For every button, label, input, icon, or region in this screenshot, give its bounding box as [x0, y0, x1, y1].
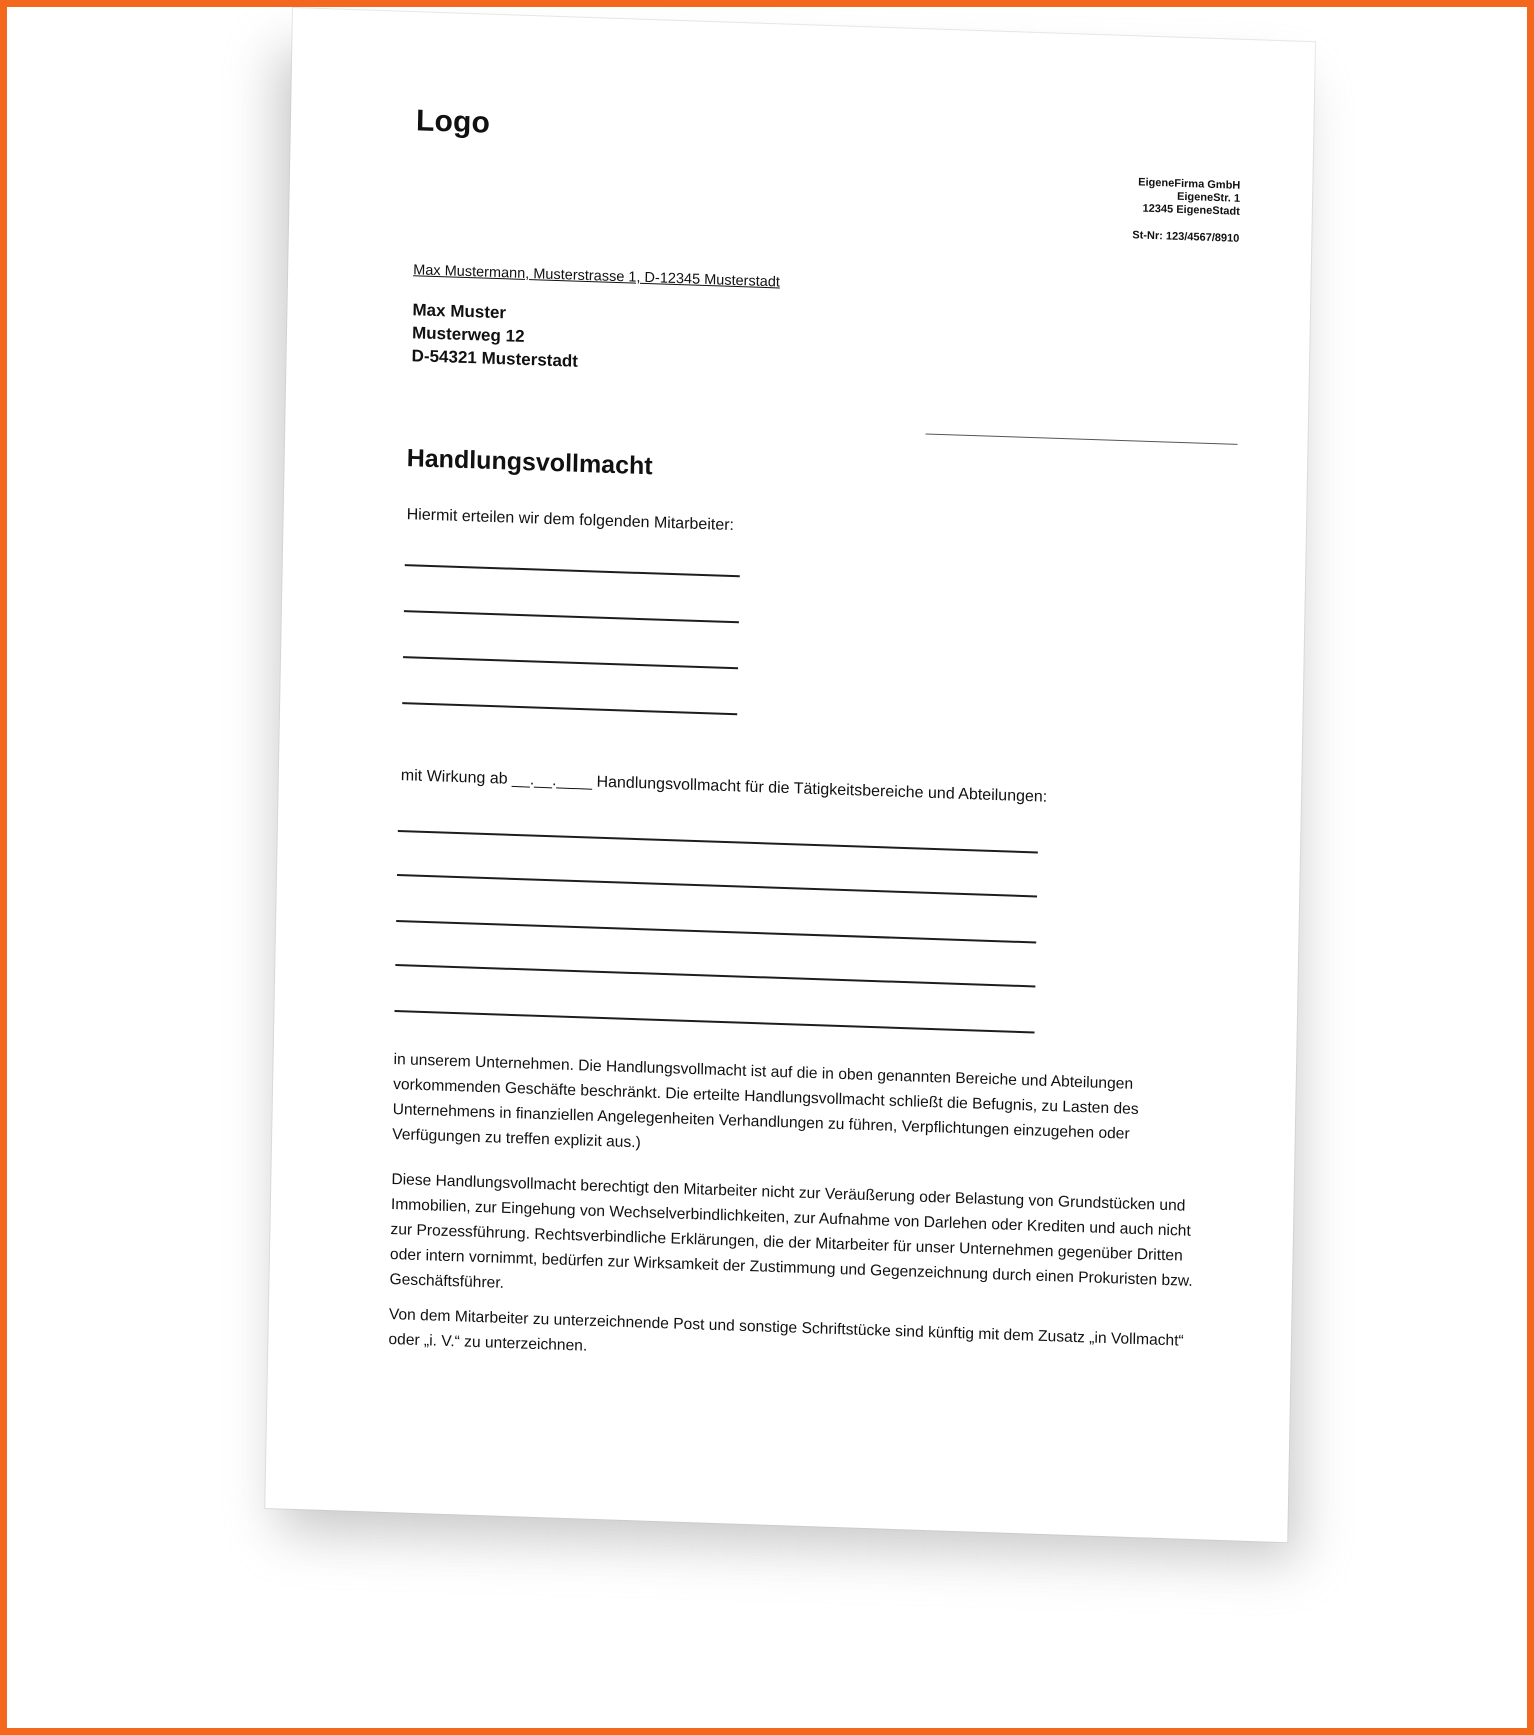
body-paragraph-3: Von dem Mitarbeiter zu unterzeichnende Post und sonstige Schriftstücke sind künftig mit dem Zusatz „in Vollmacht“ oder „i. V.“ zu unterzeichnen.	[388, 1306, 1184, 1355]
recipient-address-block	[411, 298, 579, 373]
document-title: Handlungsvollmacht	[406, 444, 653, 481]
employee-fill-line[interactable]	[404, 610, 739, 623]
date-line-rule	[926, 433, 1238, 444]
sender-return-address: Max Mustermann, Musterstrasse 1, D-12345 Musterstadt	[413, 262, 781, 291]
employee-fill-line[interactable]	[402, 702, 737, 715]
recipient-name: Max Muster	[412, 300, 507, 323]
area-fill-line[interactable]	[398, 830, 1038, 853]
paper-content	[265, 8, 1315, 1542]
company-tax-number: St-Nr: 123/4567/8910	[1132, 229, 1240, 245]
body-paragraph-1: in unserem Unternehmen. Die Handlungsvollmacht ist auf die in oben genannten Bereiche und Abteilungen vorkommenden Geschäfte beschränkt. Die erteilte Handlungsvollmacht schließt die Befugnis, zu Lasten des Unternehmens in finanziellen Angelegenheiten Verhandlungen zu führen, Verpflichtungen einzugehen oder Verfügungen zu treffen explizit aus.)	[392, 1051, 1139, 1152]
company-address-block	[1029, 173, 1240, 246]
intro-text: Hiermit erteilen wir dem folgenden Mitarbeiter:	[406, 506, 735, 535]
recipient-street: Musterweg 12	[411, 323, 525, 346]
company-street: EigeneStr. 1	[1176, 190, 1241, 205]
company-name: EigeneFirma GmbH	[1138, 176, 1241, 192]
employee-fill-line[interactable]	[403, 656, 738, 669]
area-fill-line[interactable]	[395, 1010, 1035, 1033]
recipient-city: D-54321 Musterstadt	[411, 346, 579, 371]
body-paragraph-2: Diese Handlungsvollmacht berechtigt den Mitarbeiter nicht zur Veräußerung oder Belastung von Grundstücken und Immobilien, zur Eingehung von Wechselverbindlichkeiten, zur Aufnahme von Darlehen oder Krediten und auch nicht zur Prozessführung. Rechtsverbindliche Erklärungen, die der Mitarbeiter für unser Unternehmen gegenüber Dritten oder intern vornimmt, bedürfen zur Wirksamkeit der Zustimmung und Gegenzeichnung durch einen Prokuristen bzw. Geschäftsführer.	[389, 1171, 1193, 1292]
area-fill-line[interactable]	[397, 874, 1037, 897]
document-paper	[265, 8, 1315, 1542]
company-city: 12345 EigeneStadt	[1142, 202, 1240, 218]
effective-date-text: mit Wirkung ab __.__.____ Handlungsvollmacht für die Tätigkeitsbereiche und Abteilungen:	[400, 767, 1048, 806]
area-fill-line[interactable]	[395, 964, 1035, 987]
logo-placeholder: Logo	[415, 104, 491, 140]
area-fill-line[interactable]	[396, 920, 1036, 943]
employee-fill-line[interactable]	[405, 564, 740, 577]
